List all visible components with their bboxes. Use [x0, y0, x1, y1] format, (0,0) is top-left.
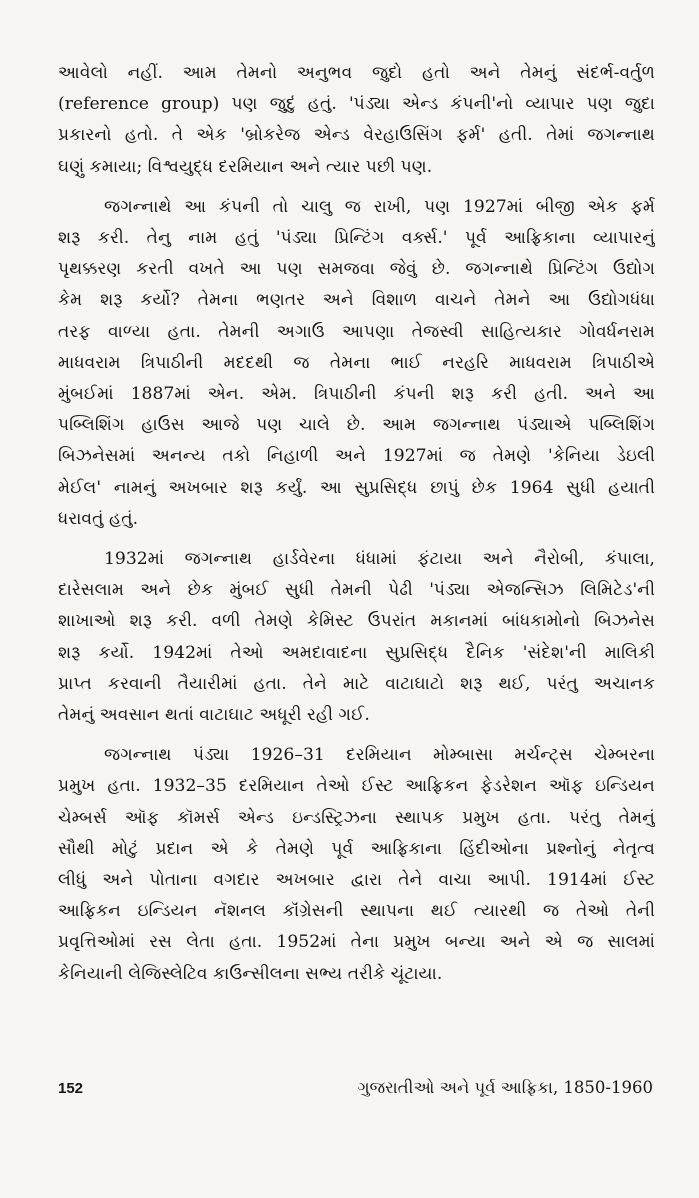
text-line: ઘણું કમાયા; વિશ્વયુદ્ધ દરમિયાન અને ત્યાર પછી પણ. — [58, 156, 433, 177]
text-line: કેમ શરૂ કર્યો? તેમના ભણતર અને વિશાળ વાચને તેમને આ ઉદ્યોગધંધા — [58, 290, 655, 311]
text-line: આફ્રિકન ઇન્ડિયન નૅશનલ કૉંગ્રેસની સ્થાપના થઈ ત્યારથી જ તેઓ તેની — [58, 901, 655, 922]
text-line: પ્રવૃત્તિઓમાં રસ લેતા હતા. 1952માં તેના પ્રમુખ બન્યા અને એ જ સાલમાં — [58, 932, 655, 953]
paragraph — [58, 544, 655, 731]
text-line: પ્રકારનો હતો. તે એક 'બ્રોકરેજ એન્ડ વેરહાઉસિંગ ફર્મ' હતી. તેમાં જગન્નાથ — [58, 125, 655, 146]
text-line: (reference group) પણ જુદું હતું. 'પંડ્યા એન્ડ કંપની'નો વ્યાપાર પણ જુદા — [58, 94, 655, 115]
text-line: શરૂ કરી. તેનુ નામ હતું 'પંડ્યા પ્રિન્ટિંગ વર્ક્સ.' પૂર્વ આફ્રિકાના વ્યાપારનું — [58, 228, 655, 249]
text-line: મેઈલ' નામનું અખબાર શરૂ કર્યું. આ સુપ્રસિદ્ધ છાપું છેક 1964 સુધી હયાતી — [58, 477, 655, 498]
book-page — [58, 58, 655, 1148]
text-line: ચેમ્બર્સ ઑફ કૉમર્સ એન્ડ ઇન્ડસ્ટ્રિઝના સ્થાપક પ્રમુખ હતા. પરંતુ તેમનું — [58, 807, 655, 828]
text-line: બિઝનેસમાં અનન્ય તકો નિહાળી અને 1927માં જ તેમણે 'કેનિયા ડેઇલી — [58, 446, 655, 467]
text-line: પ્રાપ્ત કરવાની તૈયારીમાં હતા. તેને માટે વાટાઘાટો શરૂ થઈ, પરંતુ અચાનક — [58, 673, 655, 694]
text-line: તરફ વાળ્યા હતા. તેમની અગાઉ આપણા તેજસ્વી સાહિત્યકાર ગોવર્ધનરામ — [58, 321, 655, 342]
paragraph-spacer — [58, 183, 655, 192]
text-line: મુંબઈમાં 1887માં એન. એમ. ત્રિપાઠીની કંપની શરૂ કરી હતી. અને આ — [58, 384, 655, 405]
page-number: 152 — [58, 1080, 84, 1097]
text-line: કેનિયાની લેજિસ્લેટિવ કાઉન્સીલના સભ્ય તરીકે ચૂંટાયા. — [58, 963, 443, 984]
paragraph-spacer — [58, 731, 655, 740]
text-line: શરૂ કર્યો. 1942માં તેઓ અમદાવાદના સુપ્રસિદ્ધ દૈનિક 'સંદેશ'ની માલિકી — [58, 642, 655, 663]
text-line: પ્રમુખ હતા. 1932–35 દરમિયાન તેઓ ઈસ્ટ આફ્રિકન ફેડરેશન ઑફ ઇન્ડિયન — [58, 776, 655, 797]
text-line: જગન્નાથે આ કંપની તો ચાલુ જ રાખી, પણ 1927માં બીજી એક ફર્મ — [104, 196, 655, 217]
text-line: દારેસલામ અને છેક મુંબઈ સુધી તેમની પેઢી 'પંડ્યા એજન્સિઝ લિમિટેડ'ની — [58, 580, 655, 601]
text-line: 1932માં જગન્નાથ હાર્ડવેરના ધંધામાં ફંટાયા અને નૈરોબી, કંપાલા, — [104, 549, 655, 570]
text-line: માધવરામ ત્રિપાઠીની મદદથી જ તેમના ભાઈ નરહરિ માધવરામ ત્રિપાઠીએ — [58, 352, 655, 373]
text-line: સૌથી મોટું પ્રદાન એ કે તેમણે પૂર્વ આફ્રિકાના હિંદીઓના પ્રશ્નોનું નેતૃત્વ — [58, 838, 655, 859]
paragraph — [58, 740, 655, 990]
paragraph — [58, 58, 655, 183]
text-line: જગન્નાથ પંડ્યા 1926–31 દરમિયાન મોમ્બાસા મર્ચન્ટ્સ ચેમ્બરના — [104, 745, 655, 766]
paragraph-spacer — [58, 535, 655, 544]
text-line: પબ્લિશિંગ હાઉસ આજે પણ ચાલે છે. આમ જગન્નાથ પંડ્યાએ પબ્લિશિંગ — [58, 415, 655, 436]
text-line: લીધું અને પોતાના વગદાર અખબાર દ્વારા તેને વાચા આપી. 1914માં ઈસ્ટ — [58, 870, 655, 891]
text-line: શાખાઓ શરૂ કરી. વળી તેમણે કેમિસ્ટ ઉપરાંત મકાનમાં બાંધકામોનો બિઝનેસ — [58, 611, 655, 632]
paragraph — [58, 192, 655, 535]
text-line: પૃથક્કરણ કરતી વખતે આ પણ સમજવા જેવું છે. જગન્નાથે પ્રિન્ટિંગ ઉદ્યોગ — [58, 259, 655, 280]
text-line: આવેલો નહીં. આમ તેમનો અનુભવ જુદો હતો અને તેમનું સંદર્ભ-વર્તુળ — [58, 63, 655, 83]
running-title: ગુજરાતીઓ અને પૂર્વ આફ્રિકા, 1850-1960 — [357, 1078, 653, 1097]
page-footer — [58, 1078, 655, 1118]
text-line: ધરાવતું હતું. — [58, 508, 139, 529]
text-line: તેમનું અવસાન થતાં વાટાઘાટ અધૂરી રહી ગઈ. — [58, 705, 370, 726]
